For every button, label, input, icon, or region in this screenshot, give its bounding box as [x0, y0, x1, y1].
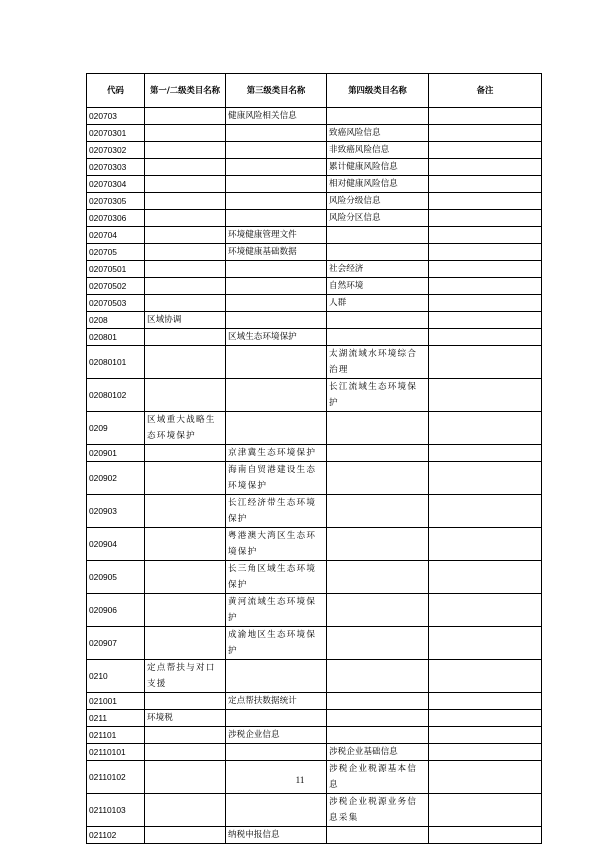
- cell-level12: 区域协调: [145, 312, 226, 329]
- cell-remark: [429, 261, 542, 278]
- cell-level4: [327, 329, 429, 346]
- cell-remark: [429, 278, 542, 295]
- cell-remark: [429, 660, 542, 693]
- cell-remark: [429, 495, 542, 528]
- cell-level4: 涉税企业基础信息: [327, 744, 429, 761]
- cell-level3: [226, 412, 327, 445]
- cell-remark: [429, 627, 542, 660]
- cell-code: 0208: [87, 312, 145, 329]
- table-row: [87, 108, 542, 125]
- cell-level3: 环境健康基础数据: [226, 244, 327, 261]
- cell-level12: [145, 278, 226, 295]
- cell-code: 0211: [87, 710, 145, 727]
- table-row: [87, 210, 542, 227]
- cell-level3: [226, 193, 327, 210]
- table-row: [87, 445, 542, 462]
- cell-remark: [429, 329, 542, 346]
- cell-remark: [429, 312, 542, 329]
- cell-level3: [226, 210, 327, 227]
- cell-code: 020906: [87, 594, 145, 627]
- table-row: [87, 710, 542, 727]
- table-row: [87, 125, 542, 142]
- header-level4: 第四级类目名称: [327, 74, 429, 108]
- cell-level12: [145, 329, 226, 346]
- cell-code: 02070302: [87, 142, 145, 159]
- cell-level3: [226, 744, 327, 761]
- cell-level12: [145, 261, 226, 278]
- cell-level3: [226, 295, 327, 312]
- cell-code: 02080101: [87, 346, 145, 379]
- cell-level4: [327, 312, 429, 329]
- cell-level12: [145, 346, 226, 379]
- cell-level4: [327, 727, 429, 744]
- cell-code: 020903: [87, 495, 145, 528]
- cell-remark: [429, 412, 542, 445]
- cell-level12: [145, 827, 226, 844]
- table-row: [87, 346, 542, 379]
- cell-remark: [429, 159, 542, 176]
- cell-level4: [327, 462, 429, 495]
- category-table: [86, 73, 542, 844]
- cell-level3: 涉税企业信息: [226, 727, 327, 744]
- cell-level3: [226, 142, 327, 159]
- cell-level12: [145, 227, 226, 244]
- cell-level12: [145, 125, 226, 142]
- cell-remark: [429, 693, 542, 710]
- table-row: [87, 227, 542, 244]
- cell-level4: [327, 693, 429, 710]
- cell-level4: 致癌风险信息: [327, 125, 429, 142]
- cell-level12: [145, 528, 226, 561]
- cell-level3: [226, 278, 327, 295]
- cell-level4: 风险分区信息: [327, 210, 429, 227]
- cell-level12: [145, 244, 226, 261]
- cell-level4: 长江流域生态环境保护: [327, 379, 429, 412]
- cell-level12: [145, 159, 226, 176]
- table-row: [87, 193, 542, 210]
- cell-level3: [226, 660, 327, 693]
- cell-remark: [429, 244, 542, 261]
- cell-remark: [429, 528, 542, 561]
- cell-level3: 成渝地区生态环境保护: [226, 627, 327, 660]
- cell-remark: [429, 142, 542, 159]
- cell-remark: [429, 379, 542, 412]
- cell-level12: [145, 379, 226, 412]
- cell-code: 020704: [87, 227, 145, 244]
- cell-level4: [327, 108, 429, 125]
- cell-level3: [226, 379, 327, 412]
- cell-code: 02080102: [87, 379, 145, 412]
- table-row: [87, 261, 542, 278]
- cell-code: 02070306: [87, 210, 145, 227]
- cell-level3: [226, 125, 327, 142]
- cell-level4: 相对健康风险信息: [327, 176, 429, 193]
- cell-level12: [145, 627, 226, 660]
- cell-remark: [429, 827, 542, 844]
- cell-level12: [145, 693, 226, 710]
- cell-code: 02070502: [87, 278, 145, 295]
- table-row: [87, 159, 542, 176]
- cell-level3: 纳税申报信息: [226, 827, 327, 844]
- cell-level4: [327, 561, 429, 594]
- cell-level4: 社会经济: [327, 261, 429, 278]
- cell-level3: 长江经济带生态环境保护: [226, 495, 327, 528]
- cell-level4: [327, 528, 429, 561]
- cell-level12: [145, 108, 226, 125]
- cell-level12: [145, 794, 226, 827]
- table-row: [87, 495, 542, 528]
- cell-remark: [429, 710, 542, 727]
- cell-code: 020902: [87, 462, 145, 495]
- table-row: [87, 827, 542, 844]
- cell-level12: [145, 462, 226, 495]
- cell-level3: [226, 261, 327, 278]
- cell-code: 02110102: [87, 761, 145, 794]
- cell-remark: [429, 561, 542, 594]
- cell-level4: [327, 710, 429, 727]
- cell-code: 02070501: [87, 261, 145, 278]
- cell-level3: 区域生态环境保护: [226, 329, 327, 346]
- cell-remark: [429, 108, 542, 125]
- table-row: [87, 693, 542, 710]
- cell-remark: [429, 445, 542, 462]
- table-row: [87, 278, 542, 295]
- cell-code: 021001: [87, 693, 145, 710]
- cell-level12: [145, 744, 226, 761]
- cell-level12: 定点帮扶与对口支援: [145, 660, 226, 693]
- cell-level12: 环境税: [145, 710, 226, 727]
- cell-level3: [226, 794, 327, 827]
- cell-level12: [145, 594, 226, 627]
- cell-level12: [145, 193, 226, 210]
- table-row: [87, 727, 542, 744]
- cell-level3: 京津冀生态环境保护: [226, 445, 327, 462]
- cell-code: 02070305: [87, 193, 145, 210]
- cell-level12: [145, 142, 226, 159]
- cell-remark: [429, 176, 542, 193]
- cell-level12: [145, 210, 226, 227]
- cell-code: 020901: [87, 445, 145, 462]
- cell-level4: 涉税企业税源业务信息采集: [327, 794, 429, 827]
- table-row: [87, 176, 542, 193]
- table-row: [87, 142, 542, 159]
- cell-level4: [327, 827, 429, 844]
- cell-code: 0210: [87, 660, 145, 693]
- cell-code: 0209: [87, 412, 145, 445]
- cell-level3: [226, 710, 327, 727]
- table-row: [87, 379, 542, 412]
- cell-level4: [327, 495, 429, 528]
- cell-code: 021101: [87, 727, 145, 744]
- cell-level12: [145, 295, 226, 312]
- table-row: [87, 660, 542, 693]
- cell-level3: 海南自贸港建设生态环境保护: [226, 462, 327, 495]
- cell-level4: 人群: [327, 295, 429, 312]
- cell-level12: [145, 176, 226, 193]
- page-number: 11: [295, 775, 305, 785]
- cell-code: 02110103: [87, 794, 145, 827]
- cell-level12: [145, 727, 226, 744]
- table-row: [87, 561, 542, 594]
- table-row: [87, 312, 542, 329]
- table-row: [87, 329, 542, 346]
- cell-remark: [429, 346, 542, 379]
- cell-level3: [226, 159, 327, 176]
- cell-level12: 区域重大战略生态环境保护: [145, 412, 226, 445]
- cell-remark: [429, 125, 542, 142]
- cell-level12: [145, 495, 226, 528]
- cell-level4: 累计健康风险信息: [327, 159, 429, 176]
- cell-level3: [226, 312, 327, 329]
- cell-level4: 非致癌风险信息: [327, 142, 429, 159]
- cell-remark: [429, 727, 542, 744]
- cell-level4: 风险分级信息: [327, 193, 429, 210]
- cell-code: 02110101: [87, 744, 145, 761]
- cell-remark: [429, 744, 542, 761]
- cell-level3: 长三角区域生态环境保护: [226, 561, 327, 594]
- cell-level4: [327, 227, 429, 244]
- cell-level12: [145, 445, 226, 462]
- cell-code: 020703: [87, 108, 145, 125]
- table-row: [87, 528, 542, 561]
- cell-code: 02070301: [87, 125, 145, 142]
- header-code: 代码: [87, 74, 145, 108]
- cell-level4: 太湖流域水环境综合治理: [327, 346, 429, 379]
- cell-code: 020705: [87, 244, 145, 261]
- cell-level4: [327, 445, 429, 462]
- cell-code: 02070303: [87, 159, 145, 176]
- cell-level3: 环境健康管理文件: [226, 227, 327, 244]
- cell-level4: [327, 660, 429, 693]
- cell-level4: [327, 627, 429, 660]
- cell-code: 021102: [87, 827, 145, 844]
- table-row: [87, 594, 542, 627]
- cell-remark: [429, 295, 542, 312]
- cell-level3: 黄河流域生态环境保护: [226, 594, 327, 627]
- header-remark: 备注: [429, 74, 542, 108]
- table-body: [87, 108, 542, 844]
- cell-level4: 自然环境: [327, 278, 429, 295]
- table-row: [87, 744, 542, 761]
- table-row: [87, 412, 542, 445]
- cell-code: 020905: [87, 561, 145, 594]
- header-level3: 第三级类目名称: [226, 74, 327, 108]
- cell-level3: 粤港澳大湾区生态环境保护: [226, 528, 327, 561]
- cell-remark: [429, 462, 542, 495]
- cell-level4: 涉税企业税源基本信息: [327, 761, 429, 794]
- cell-code: 02070304: [87, 176, 145, 193]
- cell-code: 02070503: [87, 295, 145, 312]
- cell-remark: [429, 193, 542, 210]
- cell-code: 020904: [87, 528, 145, 561]
- cell-level3: [226, 346, 327, 379]
- cell-remark: [429, 227, 542, 244]
- cell-remark: [429, 210, 542, 227]
- cell-remark: [429, 794, 542, 827]
- cell-level4: [327, 594, 429, 627]
- cell-code: 020801: [87, 329, 145, 346]
- header-level12: 第一/二级类目名称: [145, 74, 226, 108]
- table-row: [87, 627, 542, 660]
- table-row: [87, 462, 542, 495]
- table-row: [87, 295, 542, 312]
- cell-level4: [327, 412, 429, 445]
- cell-level12: [145, 561, 226, 594]
- cell-level3: 健康风险相关信息: [226, 108, 327, 125]
- cell-level3: [226, 176, 327, 193]
- cell-code: 020907: [87, 627, 145, 660]
- cell-level4: [327, 244, 429, 261]
- table-row: [87, 794, 542, 827]
- cell-level3: 定点帮扶数据统计: [226, 693, 327, 710]
- header-row: [87, 74, 542, 108]
- cell-remark: [429, 594, 542, 627]
- table-row: [87, 244, 542, 261]
